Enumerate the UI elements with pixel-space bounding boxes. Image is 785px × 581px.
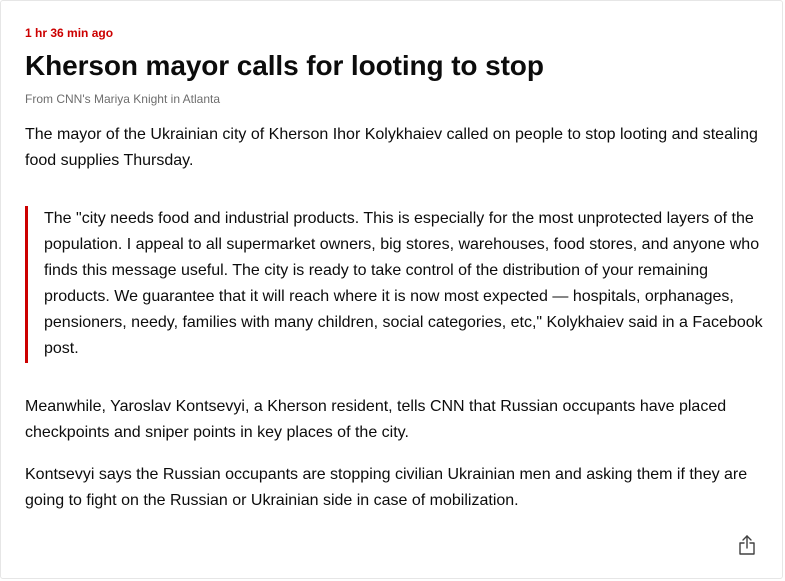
- post-timestamp[interactable]: 1 hr 36 min ago: [25, 26, 114, 40]
- post-blockquote: [25, 206, 767, 363]
- share-button[interactable]: [735, 533, 759, 557]
- post-paragraph-2: Meanwhile, Yaroslav Kontsevyi, a Kherson resident, tells CNN that Russian occupants have placed checkpoints and sniper points in key places of the city.: [25, 398, 727, 441]
- post-byline: From CNN's Mariya Knight in Atlanta: [25, 92, 221, 106]
- post-paragraph-1: The mayor of the Ukrainian city of Kherson Ihor Kolykhaiev called on people to stop looting and stealing food supplies Thursday.: [25, 126, 758, 169]
- share-icon: [735, 533, 759, 557]
- post-paragraph-3: Kontsevyi says the Russian occupants are stopping civilian Ukrainian men and asking them if they are going to fight on the Russian or Ukrainian side in case of mobilization.: [25, 466, 748, 509]
- post-headline: Kherson mayor calls for looting to stop: [25, 50, 544, 81]
- blockquote-text: The "city needs food and industrial products. This is especially for the most unprotected layers of the population. I appeal to all supermarket owners, big stores, warehouses, food stores, and anyone who finds this message useful. The city is ready to take control of the distribution of your remaining products. We guarantee that it will reach where it is now most expected — hospitals, orphanages, pensioners, needy, families with many children, social categories, etc," Kolykhaiev said in a Facebook post.: [44, 210, 763, 357]
